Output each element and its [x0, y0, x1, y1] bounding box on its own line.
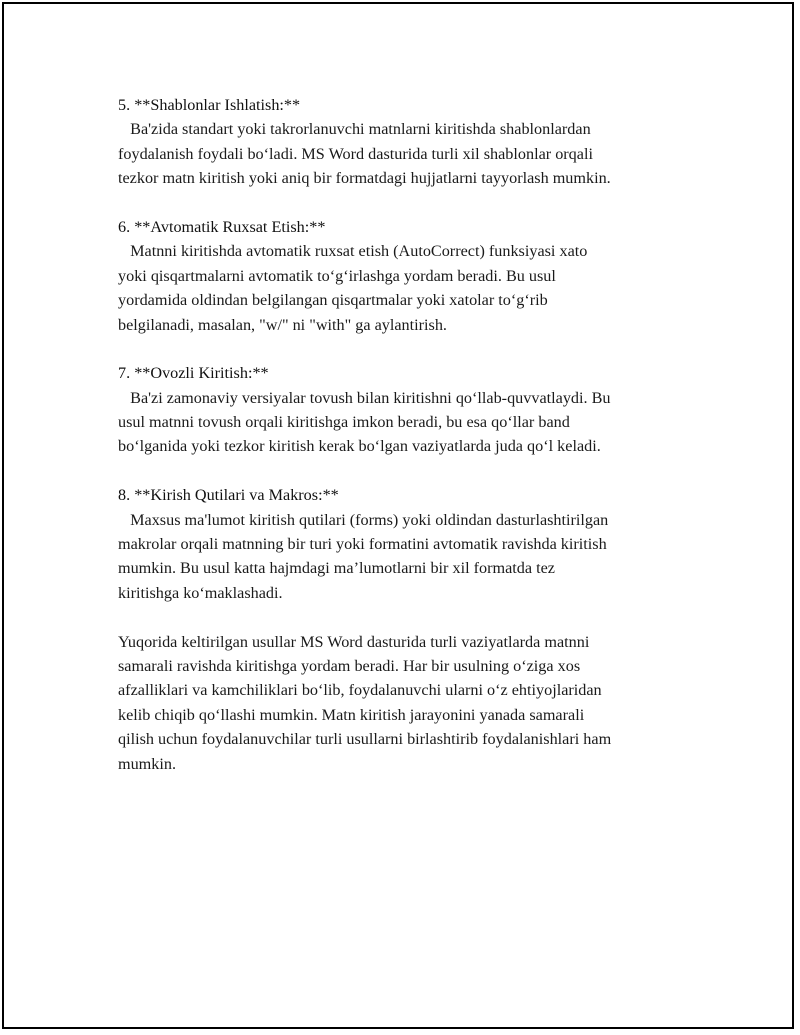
- paragraph-line: Yuqorida keltirilgan usullar MS Word dasturida turli vaziyatlarda matnni: [118, 632, 590, 651]
- conclusion-paragraph: [118, 630, 688, 776]
- section-heading: 5. **Shablonlar Ishlatish:**: [118, 96, 301, 114]
- section-ovozli-kiritish: [118, 361, 688, 459]
- paragraph-line: kelib chiqib qo‘llashi mumkin. Matn kiritish jarayonini yanada samarali: [118, 705, 585, 724]
- paragraph-line: Matnni kiritishda avtomatik ruxsat etish (AutoCorrect) funksiyasi xato: [118, 242, 588, 261]
- section-kirish-qutilari: [118, 483, 688, 605]
- paragraph-line: Ba'zida standart yoki takrorlanuvchi matnlarni kiritishda shablonlardan: [118, 120, 591, 139]
- section-heading: 6. **Avtomatik Ruxsat Etish:**: [118, 217, 326, 236]
- paragraph-line: samarali ravishda kiritishga yordam beradi. Har bir usulning o‘ziga xos: [118, 656, 581, 675]
- paragraph-line: mumkin. Bu usul katta hajmdagi ma’lumotlarni bir xil formatda tez: [118, 559, 555, 578]
- paragraph-line: belgilanadi, masalan, "w/" ni "with" ga aylantirish.: [118, 315, 447, 334]
- paragraph-line: yoki qisqartmalarni avtomatik to‘g‘irlashga yordam beradi. Bu usul: [118, 266, 556, 285]
- paragraph-line: foydalanish foydali bo‘ladi. MS Word dasturida turli xil shablonlar orqali: [118, 144, 593, 163]
- section-heading: 8. **Kirish Qutilari va Makros:**: [118, 486, 339, 505]
- section-shablonlar: [118, 93, 688, 191]
- paragraph-line: yordamida oldindan belgilangan qisqartmalar yoki xatolar to‘g‘rib: [118, 291, 548, 310]
- paragraph-line: Ba'zi zamonaviy versiyalar tovush bilan kiritishni qo‘llab-quvvatlaydi. Bu: [118, 388, 611, 407]
- paragraph-line: qilish uchun foydalanuvchilar turli usullarni birlashtirib foydalanishlari ham: [118, 730, 612, 749]
- section-heading: 7. **Ovozli Kiritish:**: [118, 364, 269, 383]
- paragraph-line: makrolar orqali matnning bir turi yoki formatini avtomatik ravishda kiritish: [118, 535, 607, 554]
- paragraph-line: kiritishga ko‘maklashadi.: [118, 583, 283, 602]
- document-body: [118, 93, 688, 800]
- paragraph-line: mumkin.: [118, 754, 177, 773]
- paragraph-line: afzalliklari va kamchiliklari bo‘lib, foydalanuvchi ularni o‘z ehtiyojlaridan: [118, 681, 602, 700]
- paragraph-line: usul matnni tovush orqali kiritishga imkon beradi, bu esa qo‘llar band: [118, 413, 570, 432]
- paragraph-line: bo‘lganida yoki tezkor kiritish kerak bo‘lgan vaziyatlarda juda qo‘l keladi.: [118, 437, 601, 456]
- paragraph-line: tezkor matn kiritish yoki aniq bir formatdagi hujjatlarni tayyorlash mumkin.: [118, 169, 611, 188]
- section-avtomatik-ruxsat: [118, 215, 688, 337]
- paragraph-line: Maxsus ma'lumot kiritish qutilari (forms) yoki oldindan dasturlashtirilgan: [118, 510, 609, 529]
